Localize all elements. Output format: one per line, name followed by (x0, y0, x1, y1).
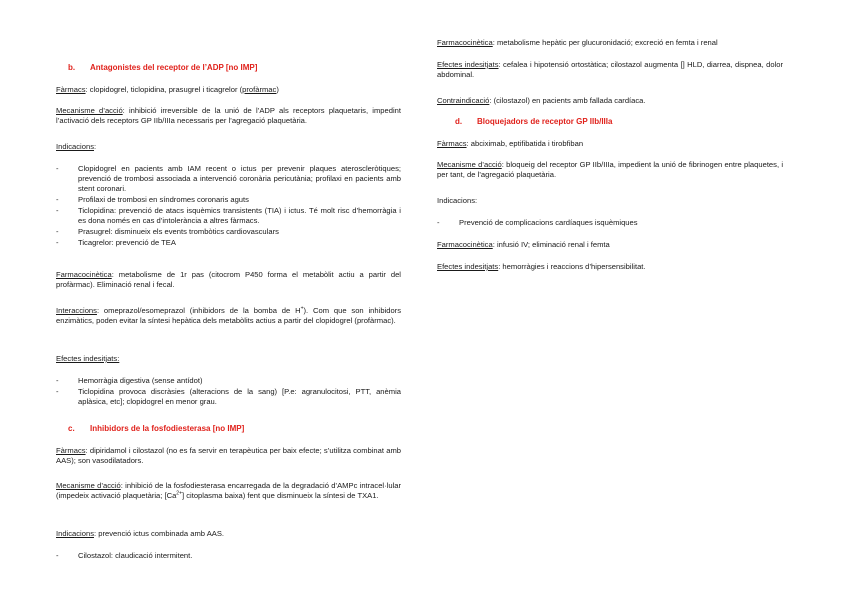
efectes-d-label: Efectes indesitjats (437, 262, 499, 271)
section-b-title: Antagonistes del receptor de l’ADP [no IMP] (90, 63, 258, 72)
list-item: - Profilaxi de trombosi en síndromes coronaris aguts (56, 195, 249, 204)
contraindicacio-c (437, 96, 783, 106)
list-item: - Hemorràgia digestiva (sense antídot) (56, 376, 203, 385)
farmacs-d-text: : abciximab, eptifibatida i tirobfiban (466, 139, 584, 148)
contraindicacio-c-text: : (cilostazol) en pacients amb fallada cardíaca. (489, 96, 646, 105)
section-b-letter: b. (68, 63, 76, 72)
farmacocinetica-d-label: Farmacocinètica (437, 240, 493, 249)
section-c-letter: c. (68, 424, 75, 433)
list-item: - Cilostazol: claudicació intermitent. (56, 551, 193, 560)
section-c-title: Inhibidors de la fosfodiesterasa [no IMP] (90, 424, 245, 433)
farmacocinetica-b-text: : metabolisme de 1r pas (citocrom P450 forma el metabòlit actiu a partir del profàrmac). Eliminació renal i fecal. (56, 270, 401, 290)
farmacocinetica-b-label: Farmacocinètica (56, 270, 112, 279)
mecanisme-c-label: Mecanisme d’acció (56, 481, 121, 490)
farmacs-c (56, 446, 401, 466)
farmacs-b-label: Fàrmacs (56, 85, 86, 94)
section-d-title: Bloquejadors de receptor GP IIb/IIIa (477, 117, 613, 126)
farmacs-b-text: : clopidogrel, ticlopidina, prasugrel i ticagrelor ( (85, 85, 243, 94)
mecanisme-b-label: Mecanisme d’acció (56, 106, 123, 115)
list-item: - Clopidogrel en pacients amb IAM recent o ictus per prevenir plaques ateroscleròtiques; prevenció de trombosi associada a intervenció coronària pericutània; profilaxi en pacients amb stent coronari. (56, 164, 401, 194)
indicacions-b-label: Indicacions (56, 142, 94, 151)
farmacs-d (437, 139, 783, 149)
interaccions-b: Interaccions: omeprazol/esomeprazol (inhibidors de la bomba de H+). Com que son inhibidors enzimàtics, poden evitar la síntesi hepàtica dels metabòlits actius a partir del clopidogrel (profàrmac). (56, 305, 401, 326)
mecanisme-c: Mecanisme d’acció: inhibició de la fosfodiesterasa encarregada de la degradació d’AMPc intracel·lular (impedeix activació plaquetària; $[Ca^{2+}]$ citoplasma baixa) fent que disminueix la síntesi de TXA1. (56, 481, 401, 501)
mecanisme-d-text: : bloqueig del receptor GP IIb/IIIa, impedient la unió de fibrinogen entre plaquetes, i per tant, de l’agregació plaquetària. (437, 160, 784, 180)
section-d-letter: d. (455, 117, 463, 126)
farmacocinetica-d-text: : infusió IV; eliminació renal i femta (492, 240, 610, 249)
indicacions-d-label-line (437, 196, 783, 206)
indicacions-b-label-line (56, 142, 401, 152)
indicacions-c (56, 529, 401, 539)
indicacions-c-text: : prevenció ictus combinada amb AAS. (94, 529, 225, 538)
mecanisme-d (437, 160, 783, 180)
farmacs-b-prodrug: profàrmac (242, 85, 277, 94)
efectes-c-label: Efectes indesitjats (437, 60, 499, 69)
contraindicacio-c-label: Contraindicació (437, 96, 490, 105)
mecanisme-b (56, 106, 401, 126)
interaccions-b-label: Interaccions (56, 306, 97, 315)
farmacocinetica-c (437, 38, 783, 48)
list-item: - Ticlopidina: prevenció de atacs isquèmics transistents (TIA) i ictus. Té molt risc d’hemorràgia i es dona només en cas d’intolerància a altres fàrmacs. (56, 206, 401, 226)
list-item: - Ticlopidina provoca discràsies (alteracions de la sang) [P.e: agranulocitosi, PTT, anèmia aplàsica, etc]; clopidogrel en menor grau. (56, 387, 401, 407)
section-b-heading (68, 63, 257, 73)
indicacions-b-colon: : (94, 142, 97, 151)
farmacs-b-end: ) (276, 85, 279, 94)
section-c-heading (68, 424, 244, 434)
efectes-b-label: Efectes indesitjats: (56, 354, 120, 363)
efectes-c-text: : cefalea i hipotensió ortostàtica; cilostazol augmenta [] HLD, diarrea, dispnea, dolor abdominal. (437, 60, 784, 80)
section-d-heading (455, 117, 612, 127)
farmacocinetica-c-text: : metabolisme hepàtic per glucuronidació; excreció en femta i renal (492, 38, 718, 47)
farmacocinetica-b (56, 270, 401, 290)
farmacocinetica-d (437, 240, 783, 250)
efectes-d (437, 262, 783, 272)
list-item: - Prevenció de complicacions cardíaques isquèmiques (437, 218, 638, 227)
farmacs-d-label: Fàrmacs (437, 139, 467, 148)
efectes-b-label-line (56, 354, 401, 364)
list-item: - Ticagrelor: prevenció de TEA (56, 238, 176, 247)
mecanisme-b-text: : inhibició irreversible de la unió de l’ADP als receptors plaquetaris, impedint l’activació dels receptors GP IIb/IIIa necessaris per l’agregació plaquetària. (56, 106, 401, 126)
farmacs-b (56, 85, 401, 95)
list-item: - Prasugrel: disminueix els events trombòtics cardiovasculars (56, 227, 279, 236)
indicacions-c-label: Indicacions (56, 529, 94, 538)
farmacs-c-text: : dipiridamol i cilostazol (no es fa servir en terapèutica per baix efecte; s’utilitza combinat amb AAS); son vasodilatadors. (56, 446, 401, 466)
farmacs-c-label: Fàrmacs (56, 446, 86, 455)
farmacocinetica-c-label: Farmacocinètica (437, 38, 493, 47)
indicacions-d-label: Indicacions: (437, 196, 478, 205)
mecanisme-d-label: Mecanisme d’acció (437, 160, 502, 169)
efectes-d-text: : hemorràgies i reaccions d’hipersensibilitat. (498, 262, 646, 271)
efectes-c (437, 60, 783, 80)
